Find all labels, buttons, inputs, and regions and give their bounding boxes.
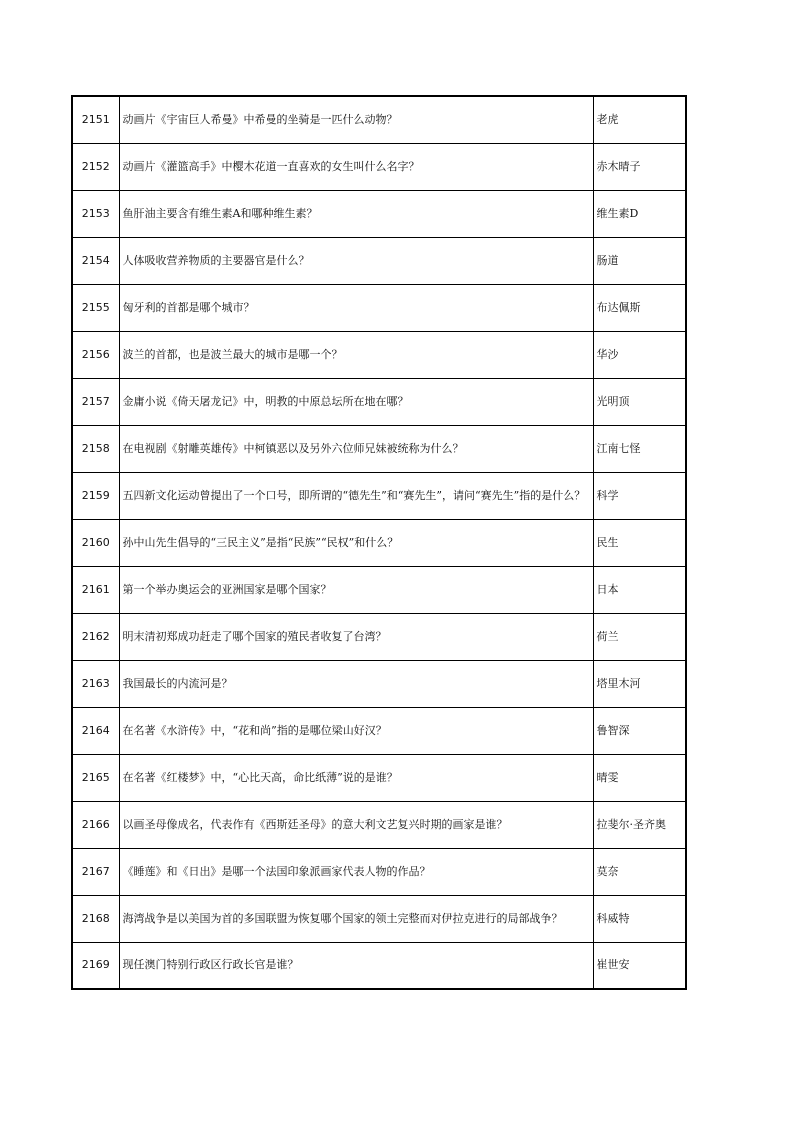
table-row (72, 190, 686, 237)
question-text: 现任澳门特别行政区行政长官是谁？ (119, 942, 593, 989)
question-number: 2151 (72, 96, 119, 143)
answer-text: 科威特 (593, 895, 686, 942)
answer-text: 民生 (593, 519, 686, 566)
question-text: 金庸小说《倚天屠龙记》中，明教的中原总坛所在地在哪？ (119, 378, 593, 425)
question-text: 人体吸收营养物质的主要器官是什么？ (119, 237, 593, 284)
answer-text: 日本 (593, 566, 686, 613)
table-row (72, 425, 686, 472)
question-number: 2163 (72, 660, 119, 707)
answer-text: 光明顶 (593, 378, 686, 425)
answer-text: 莫奈 (593, 848, 686, 895)
question-text: 我国最长的内流河是？ (119, 660, 593, 707)
question-number: 2169 (72, 942, 119, 989)
question-number: 2164 (72, 707, 119, 754)
answer-text: 鲁智深 (593, 707, 686, 754)
table-row (72, 472, 686, 519)
question-number: 2162 (72, 613, 119, 660)
question-text: 五四新文化运动曾提出了一个口号，即所谓的“德先生”和“赛先生”，请问“赛先生”指的是什么？ (119, 472, 593, 519)
quiz-table-body (72, 96, 686, 989)
table-row (72, 613, 686, 660)
table-row (72, 848, 686, 895)
table-row (72, 754, 686, 801)
question-text: 在电视剧《射雕英雄传》中柯镇恶以及另外六位师兄妹被统称为什么？ (119, 425, 593, 472)
answer-text: 塔里木河 (593, 660, 686, 707)
answer-text: 江南七怪 (593, 425, 686, 472)
question-text: 孙中山先生倡导的“三民主义”是指“民族”“民权”和什么？ (119, 519, 593, 566)
table-row (72, 96, 686, 143)
question-text: 匈牙利的首都是哪个城市？ (119, 284, 593, 331)
question-text: 鱼肝油主要含有维生素A和哪种维生素？ (119, 190, 593, 237)
question-text: 以画圣母像成名，代表作有《西斯廷圣母》的意大利文艺复兴时期的画家是谁？ (119, 801, 593, 848)
table-row (72, 519, 686, 566)
question-number: 2156 (72, 331, 119, 378)
answer-text: 崔世安 (593, 942, 686, 989)
answer-text: 华沙 (593, 331, 686, 378)
answer-text: 晴雯 (593, 754, 686, 801)
question-text: 《睡莲》和《日出》是哪一个法国印象派画家代表人物的作品？ (119, 848, 593, 895)
question-number: 2157 (72, 378, 119, 425)
table-row (72, 895, 686, 942)
answer-text: 赤木晴子 (593, 143, 686, 190)
question-text: 动画片《灌篮高手》中樱木花道一直喜欢的女生叫什么名字？ (119, 143, 593, 190)
answer-text: 科学 (593, 472, 686, 519)
question-number: 2160 (72, 519, 119, 566)
question-number: 2168 (72, 895, 119, 942)
table-row (72, 801, 686, 848)
question-text: 海湾战争是以美国为首的多国联盟为恢复哪个国家的领土完整而对伊拉克进行的局部战争？ (119, 895, 593, 942)
question-number: 2166 (72, 801, 119, 848)
question-number: 2159 (72, 472, 119, 519)
table-row (72, 331, 686, 378)
answer-text: 拉斐尔·圣齐奥 (593, 801, 686, 848)
table-row (72, 942, 686, 989)
question-number: 2155 (72, 284, 119, 331)
table-row (72, 707, 686, 754)
question-text: 在名著《红楼梦》中，“心比天高，命比纸薄”说的是谁？ (119, 754, 593, 801)
question-number: 2161 (72, 566, 119, 613)
table-row (72, 237, 686, 284)
answer-text: 荷兰 (593, 613, 686, 660)
question-number: 2153 (72, 190, 119, 237)
question-number: 2154 (72, 237, 119, 284)
question-text: 明末清初郑成功赶走了哪个国家的殖民者收复了台湾？ (119, 613, 593, 660)
table-row (72, 566, 686, 613)
question-number: 2158 (72, 425, 119, 472)
quiz-table (71, 95, 687, 990)
table-row (72, 378, 686, 425)
table-row (72, 284, 686, 331)
answer-text: 老虎 (593, 96, 686, 143)
question-text: 在名著《水浒传》中，“花和尚”指的是哪位梁山好汉？ (119, 707, 593, 754)
question-number: 2167 (72, 848, 119, 895)
answer-text: 维生素D (593, 190, 686, 237)
answer-text: 肠道 (593, 237, 686, 284)
question-text: 波兰的首都，也是波兰最大的城市是哪一个？ (119, 331, 593, 378)
question-text: 动画片《宇宙巨人希曼》中希曼的坐骑是一匹什么动物？ (119, 96, 593, 143)
question-number: 2165 (72, 754, 119, 801)
answer-text: 布达佩斯 (593, 284, 686, 331)
table-row (72, 660, 686, 707)
question-text: 第一个举办奥运会的亚洲国家是哪个国家？ (119, 566, 593, 613)
question-number: 2152 (72, 143, 119, 190)
table-row (72, 143, 686, 190)
